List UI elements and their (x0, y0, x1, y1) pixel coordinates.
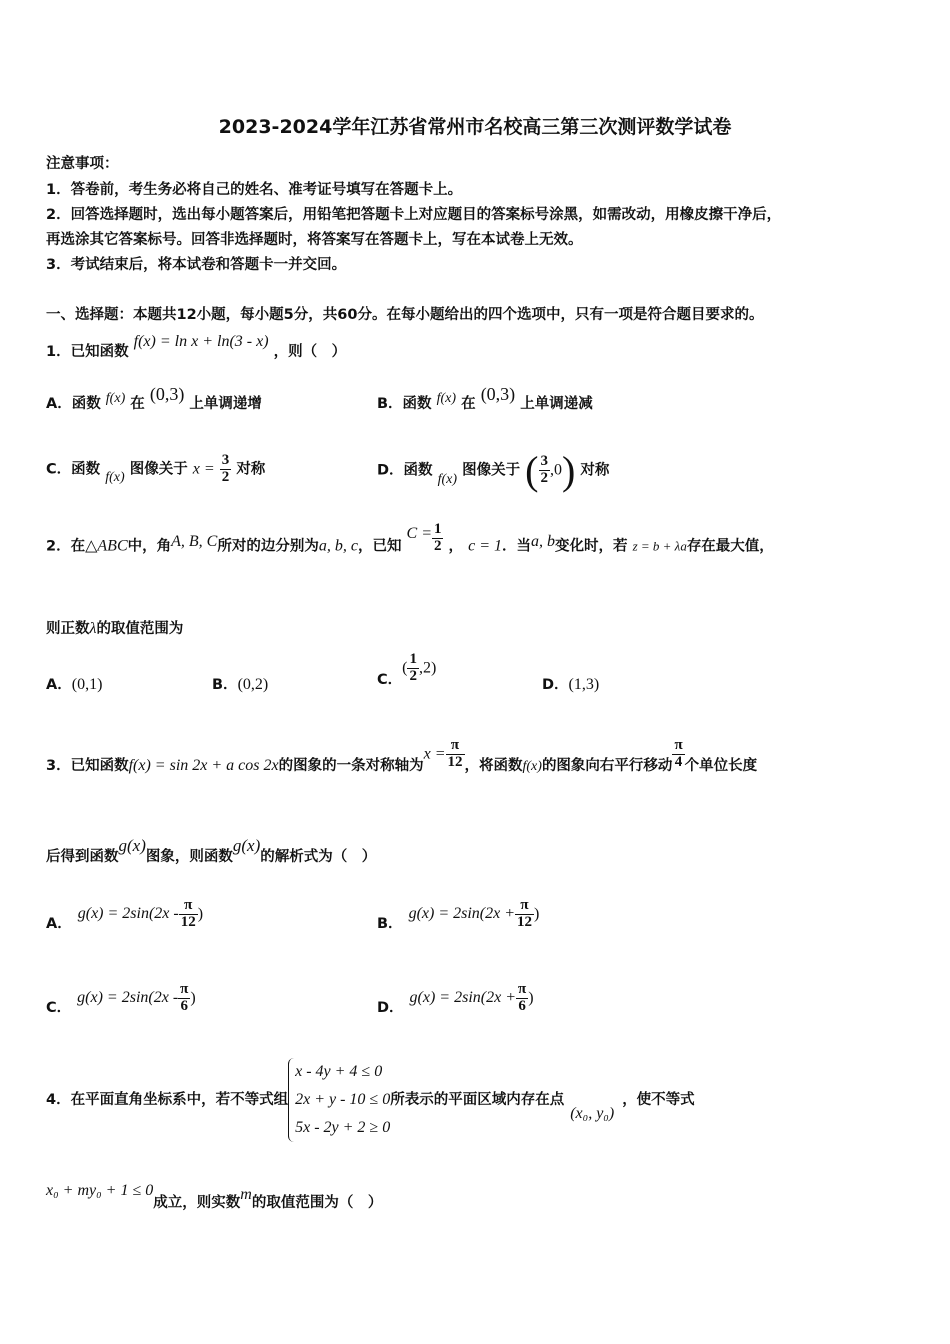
q2-c-num: 1 (433, 521, 442, 537)
q1-prefix: 1．已知函数 (46, 344, 129, 360)
q2-c-num: 1 (409, 651, 417, 667)
q4-ineq-2: 2x + y - 10 ≤ 0 (295, 1091, 391, 1108)
q1-d-fraction (539, 454, 551, 487)
q3-a-pre: g(x) = 2sin(2x - (77, 905, 179, 923)
q1-b-label: B．函数 (377, 396, 432, 412)
q3-text-3: ，将函数 (464, 758, 523, 775)
q2-d-label: D． (542, 677, 569, 693)
q1-option-a[interactable] (46, 384, 262, 413)
q3-shift-fraction (672, 738, 684, 771)
notice-item-2: 2．回答选择题时，选出每小题答案后，用铅笔把答题卡上对应题目的答案标号涂黑，如需改动，用橡皮擦干净后， (46, 207, 782, 223)
q1-a-func: f(x) (105, 391, 126, 406)
q3-g2: g(x) (232, 836, 261, 855)
q3-x-den: 12 (447, 753, 463, 770)
q1-d-func: f(x) (437, 471, 458, 487)
q2-option-d[interactable] (542, 673, 599, 694)
q3-d-pre: g(x) = 2sin(2x + (409, 989, 516, 1007)
q1-d-label: D．函数 (377, 462, 433, 479)
q2-option-a[interactable] (46, 673, 102, 694)
q3-a-fraction (179, 898, 198, 931)
q1-a-end: 上单调递增 (189, 396, 262, 412)
q1-option-c[interactable] (46, 453, 265, 486)
q4-ineq-1: x - 4y + 4 ≤ 0 (295, 1063, 383, 1080)
q3-a-den: 12 (180, 913, 196, 930)
q3-c-close: ) (190, 989, 196, 1007)
notice-item-3: 3．考试结束后，将本试卷和答题卡一并交回。 (46, 257, 347, 273)
q3-b-den: 12 (517, 913, 533, 930)
question-4 (46, 1058, 695, 1142)
q4-text-5: 的取值范围为（ ） (251, 1195, 383, 1211)
q1-a-interval: (0,3) (149, 384, 185, 404)
q2-c-den: 2 (409, 667, 417, 684)
q1-a-label: A．函数 (46, 396, 101, 412)
q3-option-c[interactable] (46, 982, 196, 1015)
q4-inequality-system (288, 1058, 390, 1142)
q2-c-open: ( (402, 659, 408, 677)
q3-a-num: π (179, 898, 198, 915)
q3-x-fraction (446, 738, 465, 771)
q2-text-4: ，已知 (357, 538, 402, 555)
q2-text-7: 变化时，若 (555, 538, 628, 555)
q2-b-label: B． (212, 677, 238, 693)
q4-text-2: 所表示的平面区域内存在点 (390, 1092, 565, 1108)
q3-line-2 (46, 835, 377, 865)
notice-heading: 注意事项： (46, 156, 119, 172)
question-1 (46, 330, 347, 360)
q3-b-num: π (515, 898, 534, 915)
q1-d-den: 2 (540, 470, 548, 486)
q1-b-mid: 在 (461, 396, 476, 412)
q3-x-eq: x = (423, 745, 446, 763)
q2-line-2 (46, 617, 183, 638)
q1-d-num: 3 (540, 453, 548, 470)
notice-item-2-cont: 再选涂其它答案标号。回答非选择题时，将答案写在答题卡上，写在本试卷上无效。 (46, 232, 583, 248)
q4-line-2 (46, 1182, 383, 1211)
q3-line2-b: 图象，则函数 (145, 849, 233, 865)
q3-s-num: π (674, 737, 683, 753)
q3-g1: g(x) (118, 836, 146, 855)
q1-option-b[interactable] (377, 384, 593, 413)
q1-b-interval: (0,3) (480, 384, 516, 404)
q2-option-b[interactable] (212, 673, 268, 694)
q3-c-label: C． (46, 1000, 72, 1017)
q1-option-d[interactable] (377, 447, 609, 494)
q2-triangle: △ABC (85, 537, 128, 555)
q2-sides: a, b, c (318, 537, 358, 555)
q1-suffix: ，则（ ） (273, 344, 347, 360)
q2-line2-b: 的取值范围为 (96, 621, 184, 637)
q4-text-1: 4．在平面直角坐标系中，若不等式组 (46, 1092, 289, 1108)
q2-line2-a: 则正数 (46, 621, 90, 637)
q2-a-value: (0,1) (71, 676, 103, 693)
q3-c-pre: g(x) = 2sin(2x - (77, 989, 179, 1007)
q3-text-2: 的图象的一条对称轴为 (278, 758, 424, 775)
q2-c-fraction (432, 522, 444, 555)
q3-c-num: π (180, 981, 189, 997)
q3-x-num: π (446, 738, 465, 755)
q3-option-a[interactable] (46, 898, 203, 931)
q4-text-3: ，使不等式 (622, 1092, 695, 1108)
q2-c-label: C． (377, 672, 403, 689)
q3-function: f(x) = sin 2x + a cos 2x (128, 757, 279, 775)
q2-b-value: (0,2) (237, 676, 269, 693)
q1-d-zero: ,0 (550, 461, 562, 479)
q2-angles: A, B, C (171, 533, 218, 551)
q3-option-d[interactable] (377, 982, 534, 1015)
q1-c-end: 对称 (236, 461, 266, 478)
q1-d-end: 对称 (580, 462, 610, 479)
q4-point: (x₀, y₀) (570, 1105, 615, 1122)
q2-text-5: ， (448, 538, 464, 555)
q1-c-mid: 图像关于 (129, 461, 188, 478)
q2-lambda: λ (89, 620, 97, 637)
q1-b-end: 上单调递减 (520, 396, 593, 412)
q2-c-eq: C = (406, 525, 432, 543)
page-title: 2023-2024学年江苏省常州市名校高三第三次测评数学试卷 (218, 116, 732, 138)
notice-item-1: 1．答卷前，考生务必将自己的姓名、准考证号填写在答题卡上。 (46, 182, 463, 198)
q2-text-6: ．当 (502, 538, 532, 555)
q2-ab: a, b (531, 533, 556, 551)
q1-d-rparen: ) (562, 448, 576, 493)
q4-inequality: x₀ + my₀ + 1 ≤ 0 (46, 1182, 154, 1199)
q1-d-mid: 图像关于 (462, 462, 521, 479)
q1-c-num: 3 (221, 452, 230, 468)
q3-d-den: 6 (518, 997, 526, 1014)
q1-c-fraction (220, 453, 232, 486)
q3-b-fraction (515, 898, 534, 931)
q1-c-label: C．函数 (46, 461, 101, 478)
q1-c-x: x = (192, 460, 215, 478)
q3-d-fraction (516, 982, 528, 1015)
q1-d-lparen: ( (525, 448, 539, 493)
q3-text-4: 的图象向右平行移动 (541, 758, 673, 775)
q4-m: m (240, 1186, 252, 1203)
q4-text-4: 成立，则实数 (153, 1195, 241, 1211)
q3-line2-c: 的解析式为（ ） (260, 849, 377, 865)
q2-text-3: 所对的边分别为 (217, 538, 319, 555)
q3-text-5: 个单位长度 (684, 758, 758, 775)
q3-d-close: ) (528, 989, 534, 1007)
q3-b-label: B． (377, 916, 403, 933)
q3-a-label: A． (46, 916, 72, 933)
q4-ineq-3: 5x - 2y + 2 ≥ 0 (295, 1119, 391, 1136)
q2-z-eq: z = b + λa (632, 538, 687, 554)
q1-c-den: 2 (221, 468, 230, 485)
q3-b-pre: g(x) = 2sin(2x + (408, 905, 516, 923)
q3-option-b[interactable] (377, 898, 539, 931)
q3-line2-a: 后得到函数 (46, 849, 119, 865)
q1-a-mid: 在 (130, 396, 145, 412)
q3-text-1: 3．已知函数 (46, 758, 129, 775)
q1-b-func: f(x) (436, 391, 457, 406)
q3-s-den: 4 (674, 753, 683, 770)
q2-c-side: c = 1 (468, 537, 503, 555)
q2-c-fraction (407, 652, 419, 685)
q2-c-den: 2 (433, 537, 442, 554)
q2-option-c[interactable] (377, 651, 437, 689)
section-heading: 一、选择题：本题共12小题，每小题5分，共60分。在每小题给出的四个选项中，只有一项是符合题目要求的。 (46, 307, 764, 323)
q2-text-2: 中，角 (127, 538, 172, 555)
q2-text-8: 存在最大值， (686, 538, 774, 555)
question-3 (46, 737, 758, 775)
q2-text-1: 2．在 (46, 538, 86, 555)
q3-f: f(x) (522, 759, 542, 775)
q3-c-fraction (178, 982, 190, 1015)
q2-a-label: A． (46, 677, 72, 693)
q3-c-den: 6 (180, 997, 188, 1014)
q3-d-num: π (518, 981, 527, 997)
q1-function: f(x) = ln x + ln(3 - x) (133, 333, 269, 350)
q1-c-func: f(x) (105, 470, 125, 486)
q3-b-close: ) (534, 905, 540, 923)
q3-a-close: ) (197, 905, 204, 923)
q3-d-label: D． (377, 1000, 404, 1017)
q2-d-value: (1,3) (568, 676, 600, 693)
question-2 (46, 521, 774, 563)
q2-c-close: ,2) (418, 659, 437, 677)
